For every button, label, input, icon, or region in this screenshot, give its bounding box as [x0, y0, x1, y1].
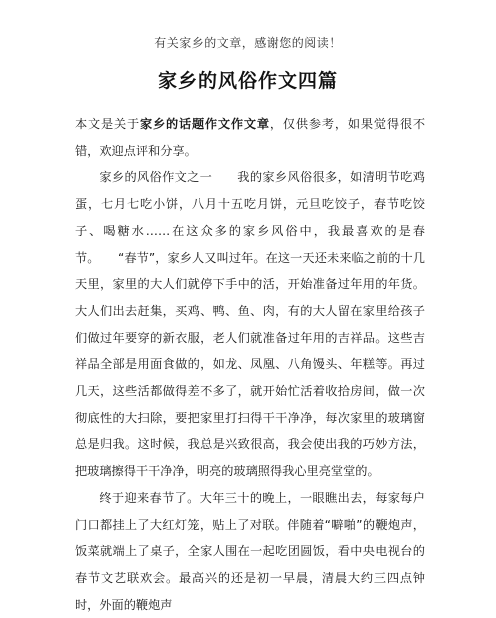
document-body	[75, 111, 425, 618]
page-title: 家乡的风俗作文四篇	[157, 70, 338, 92]
intro-suffix: ，仅供参考，如果觉得很不错，欢迎点评和分享。	[75, 117, 426, 158]
intro-prefix: 本文是关于	[75, 117, 140, 131]
intro-bold-topic: 家乡的话题作文作文章	[139, 117, 270, 131]
body-paragraph-1: 家乡的风俗作文之一 我的家乡风俗很多，如清明节吃鸡蛋，七月七吃小饼，八月十五吃月饼，元旦吃饺子，春节吃饺子、喝糖水……在这众多的家乡风俗中，我最喜欢的是春节。 “春节”，家乡人又叫过年。在这一天还未来临之前的十几天里，家里的大人们就停下手中的活，开始准备过年用的年货。大人们出去赶集，买鸡、鸭、鱼、肉，有的大人留在家里给孩子们做过年要穿的新衣服，老人们就准备过年用的吉祥品。这些吉祥品全部是用面食做的，如龙、凤凰、八角馒头、年糕等。再过几天，这些活都做得差不多了，就开始忙活着收拾房间，做一次彻底性的大扫除，要把家里打扫得干干净净，每次家里的玻璃窗总是归我。这时候，我总是兴致很高，我会使出我的巧妙方法，把玻璃擦得干干净净，明亮的玻璃照得我心里亮堂堂的。	[75, 170, 425, 479]
header-note: 有关家乡的文章，感谢您的阅读！	[154, 36, 342, 50]
intro-paragraph	[75, 111, 425, 164]
body-paragraph-2: 终于迎来春节了。大年三十的晚上，一眼瞧出去，每家每户门口都挂上了大红灯笼，贴上了对联。伴随着“噼啪”的鞭炮声，饭菜就端上了桌子，全家人围在一起吃团圆饭，看中央电视台的春节文艺联欢会。最高兴的还是初一早晨，清晨大约三四点钟时，外面的鞭炮声	[75, 490, 425, 612]
